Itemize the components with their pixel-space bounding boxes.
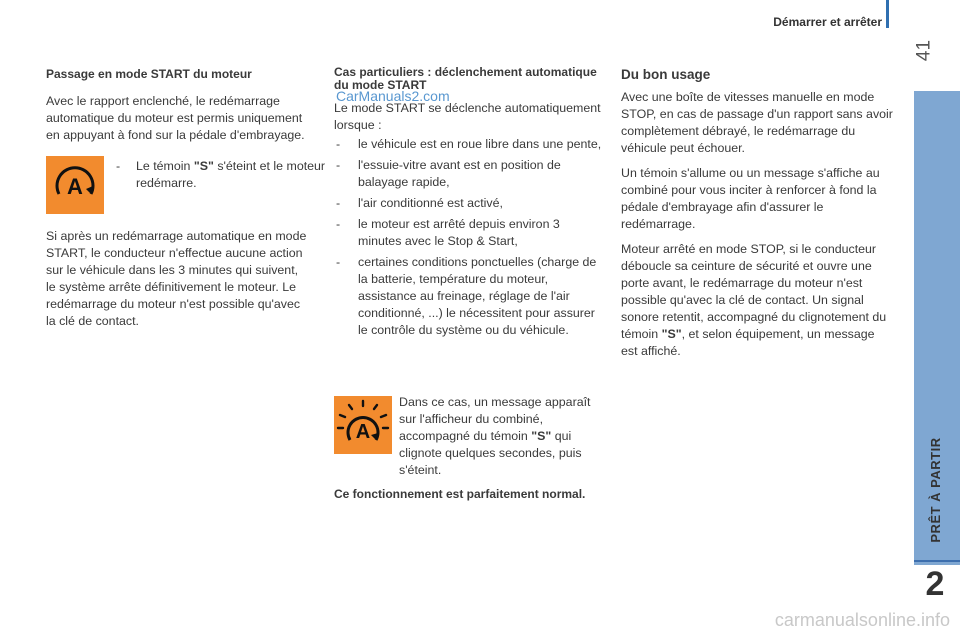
paragraph-3-post: , et selon équipement, un message est affiché. xyxy=(621,327,875,358)
indicator-text-post: s'éteint et le moteur redémarre. xyxy=(136,159,326,190)
good-usage-paragraph-1: Avec une boîte de vitesses manuelle en mode STOP, en cas de passage d'un rapport sans avoir complètement débrayé, le redémarrage du véhicule peut échouer. xyxy=(621,90,893,155)
list-dash: - xyxy=(336,255,341,269)
flashing-indicator-row xyxy=(334,394,604,478)
start-stop-flashing-indicator-icon xyxy=(334,396,392,454)
section-heading-start-mode: Passage en mode START du moteur xyxy=(46,67,252,81)
header-accent-line xyxy=(886,0,889,28)
list-item xyxy=(334,254,604,339)
list-item-text: l'essuie-vitre avant est en position de balayage rapide, xyxy=(358,158,561,189)
list-item-text: le moteur est arrêté depuis environ 3 minutes avec le Stop & Start, xyxy=(358,217,560,248)
list-dash: - xyxy=(336,196,341,210)
left-column xyxy=(46,66,326,338)
good-usage-paragraph-2: Un témoin s'allume ou un message s'affiche au combiné pour vous inciter à renforcer à fond la pédale d'embrayage afin d'assurer le redémarrage. xyxy=(621,166,880,231)
paragraph-3-pre: Moteur arrêté en mode STOP, si le conducteur déboucle sa ceinture de sécurité et ouvre une porte avant, le redémarrage du moteur n'est possible qu'avec la clé de contact. Un signal sonore retentit, accompagné du clignotement du témoin xyxy=(621,242,887,341)
flashing-indicator-text xyxy=(399,394,609,479)
closing-note: Ce fonctionnement est parfaitement normal. xyxy=(334,487,586,501)
middle-column xyxy=(334,66,604,343)
special-cases-list xyxy=(334,136,604,339)
start-stop-indicator-icon xyxy=(46,156,104,214)
section-heading-special-cases: Cas particuliers : déclenchement automatique du mode START xyxy=(334,65,597,92)
list-item xyxy=(334,157,604,191)
site-watermark[interactable]: CarManuals2.com xyxy=(336,88,450,104)
flashing-text-post: qui clignote quelques secondes, puis s'éteint. xyxy=(399,429,582,477)
list-item xyxy=(334,136,604,153)
right-column xyxy=(621,66,893,368)
svg-text:A: A xyxy=(355,421,371,443)
header-title: Démarrer et arrêter xyxy=(773,15,882,29)
list-item-text: certaines conditions ponctuelles (charge de la batterie, température du moteur, assistance au freinage, réglage de l'air conditionné, ...) le nécessitent pour assurer le contrôle du système ou du véhicule. xyxy=(358,255,597,337)
flashing-text-pre: Dans ce cas, un message apparaît sur l'afficheur du combiné, accompagné du témoin xyxy=(399,395,591,443)
svg-text:A: A xyxy=(67,174,83,199)
list-item xyxy=(334,195,604,212)
auto-stop-paragraph: Si après un redémarrage automatique en mode START, le conducteur n'effectue aucune action sur le véhicule dans les 3 minutes qui suivent, le système arrête définitivement le moteur. Le redémarrage du moteur n'est possible qu'avec la clé de contact. xyxy=(46,229,307,328)
paragraph-3-s-label: "S" xyxy=(661,327,682,341)
chapter-number: 2 xyxy=(925,565,945,603)
start-mode-paragraph: Avec le rapport enclenché, le redémarrage automatique du moteur est permis uniquement en appuyant à fond sur la pédale d'embrayage. xyxy=(46,94,305,142)
page-number: 41 xyxy=(913,39,935,62)
list-dash: - xyxy=(336,217,341,231)
list-item-text: le véhicule est en roue libre dans une pente, xyxy=(358,137,602,151)
special-cases-intro: Le mode START se déclenche automatiquement lorsque : xyxy=(334,101,601,132)
indicator-text-pre: Le témoin xyxy=(136,159,194,173)
list-item-text: l'air conditionné est activé, xyxy=(358,196,503,210)
section-heading-good-usage: Du bon usage xyxy=(621,67,711,82)
list-dash: - xyxy=(116,159,121,173)
footer-watermark[interactable]: carmanualsonline.info xyxy=(774,610,950,630)
indicator-s-label: "S" xyxy=(193,159,214,173)
start-indicator-text xyxy=(116,158,326,192)
start-indicator-row xyxy=(46,152,326,220)
list-dash: - xyxy=(336,137,341,151)
good-usage-paragraph-3 xyxy=(621,241,893,360)
chapter-label: PRÊT À PARTIR xyxy=(928,437,943,543)
list-item xyxy=(334,216,604,250)
indicator-sentence xyxy=(136,158,330,192)
flashing-s-label: "S" xyxy=(531,429,552,443)
list-dash: - xyxy=(336,158,341,172)
